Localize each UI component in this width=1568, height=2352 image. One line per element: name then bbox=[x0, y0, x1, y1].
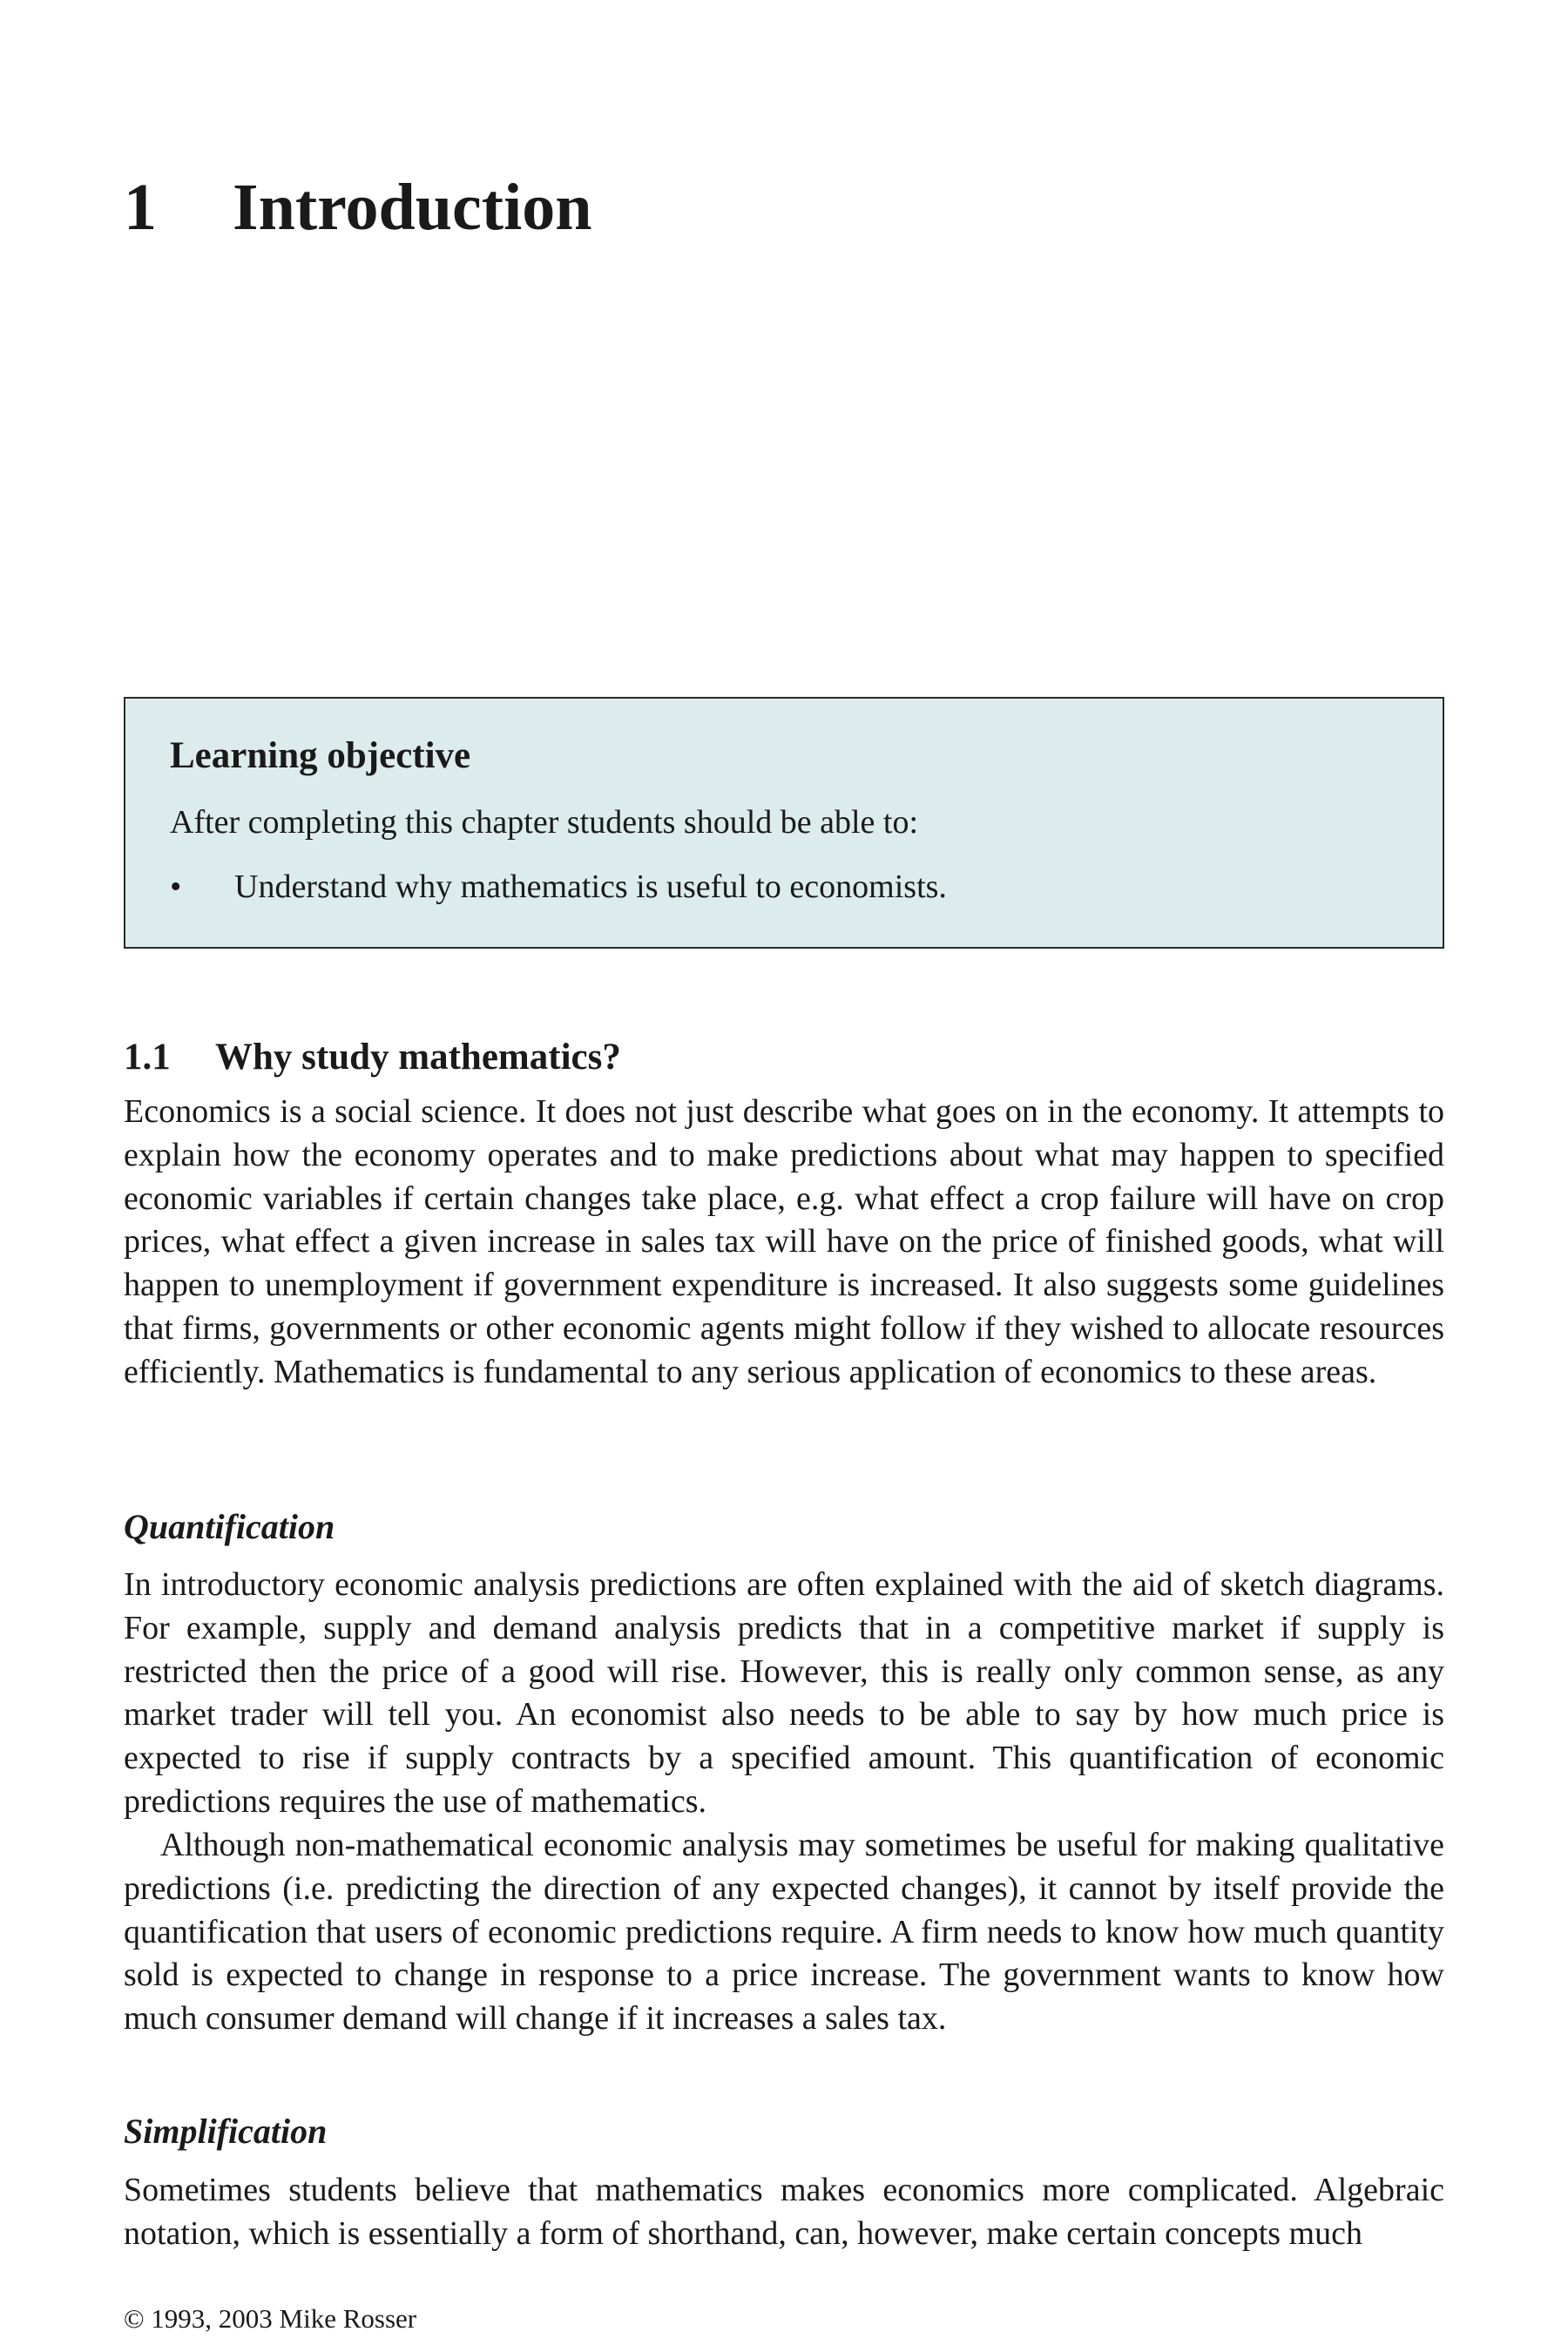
learning-objective-item-text: Understand why mathematics is useful to economists. bbox=[234, 868, 947, 905]
section-heading bbox=[124, 1035, 621, 1080]
learning-objective-intro: After completing this chapter students should be able to: bbox=[170, 804, 919, 841]
chapter-title-text: Introduction bbox=[233, 171, 592, 244]
section-title: Why study mathematics? bbox=[215, 1037, 621, 1078]
learning-objective-item bbox=[170, 868, 947, 908]
quantification-paragraph-1: In introductory economic analysis predictions are often explained with the aid of sketch diagrams. For example, supply and demand analysis predicts that in a competitive market if supply is restricted then the price of a good will rise. However, this is really only common sense, as any market trader will tell you. An economist also needs to be able to say by how much price is expected to rise if supply contracts by a specified amount. This quantification of economic predictions requires the use of mathematics. bbox=[124, 1566, 1444, 1820]
chapter-title bbox=[124, 171, 592, 244]
section-number: 1.1 bbox=[124, 1037, 171, 1078]
chapter-number: 1 bbox=[124, 171, 157, 244]
section-paragraph: Economics is a social science. It does not just describe what goes on in the economy. It attempts to explain how the economy operates and to make predictions about what may happen to specified economic variables if certain changes take place, e.g. what effect a crop failure will have on crop prices, what effect a given increase in sales tax will have on the price of finished goods, what will happen to unemployment if government expenditure is increased. It also suggests some guidelines that firms, governments or other economic agents might follow if they wished to allocate resources efficiently. Mathematics is fundamental to any serious application of economics to these areas. bbox=[124, 1093, 1444, 1390]
learning-objective-box bbox=[124, 697, 1444, 949]
quantification-paragraph-2: Although non-mathematical economic analysis may sometimes be useful for making qualitative predictions (i.e. predicting the direction of any expected changes), it cannot by itself provide the quantification that users of economic predictions require. A firm needs to know how much quantity sold is expected to change in response to a price increase. The government wants to know how much consumer demand will change if it increases a sales tax. bbox=[124, 1827, 1444, 2038]
learning-objective-heading: Learning objective bbox=[170, 735, 471, 776]
simplification-paragraph: Sometimes students believe that mathematics makes economics more complicated. Algebraic notation, which is essentially a form of shorthand, can, however, make certain concepts much bbox=[124, 2172, 1444, 2252]
copyright-footer: © 1993, 2003 Mike Rosser bbox=[124, 2303, 417, 2334]
bullet-icon: • bbox=[170, 868, 182, 905]
simplification-heading: Simplification bbox=[124, 2112, 328, 2151]
quantification-heading: Quantification bbox=[124, 1507, 335, 1546]
